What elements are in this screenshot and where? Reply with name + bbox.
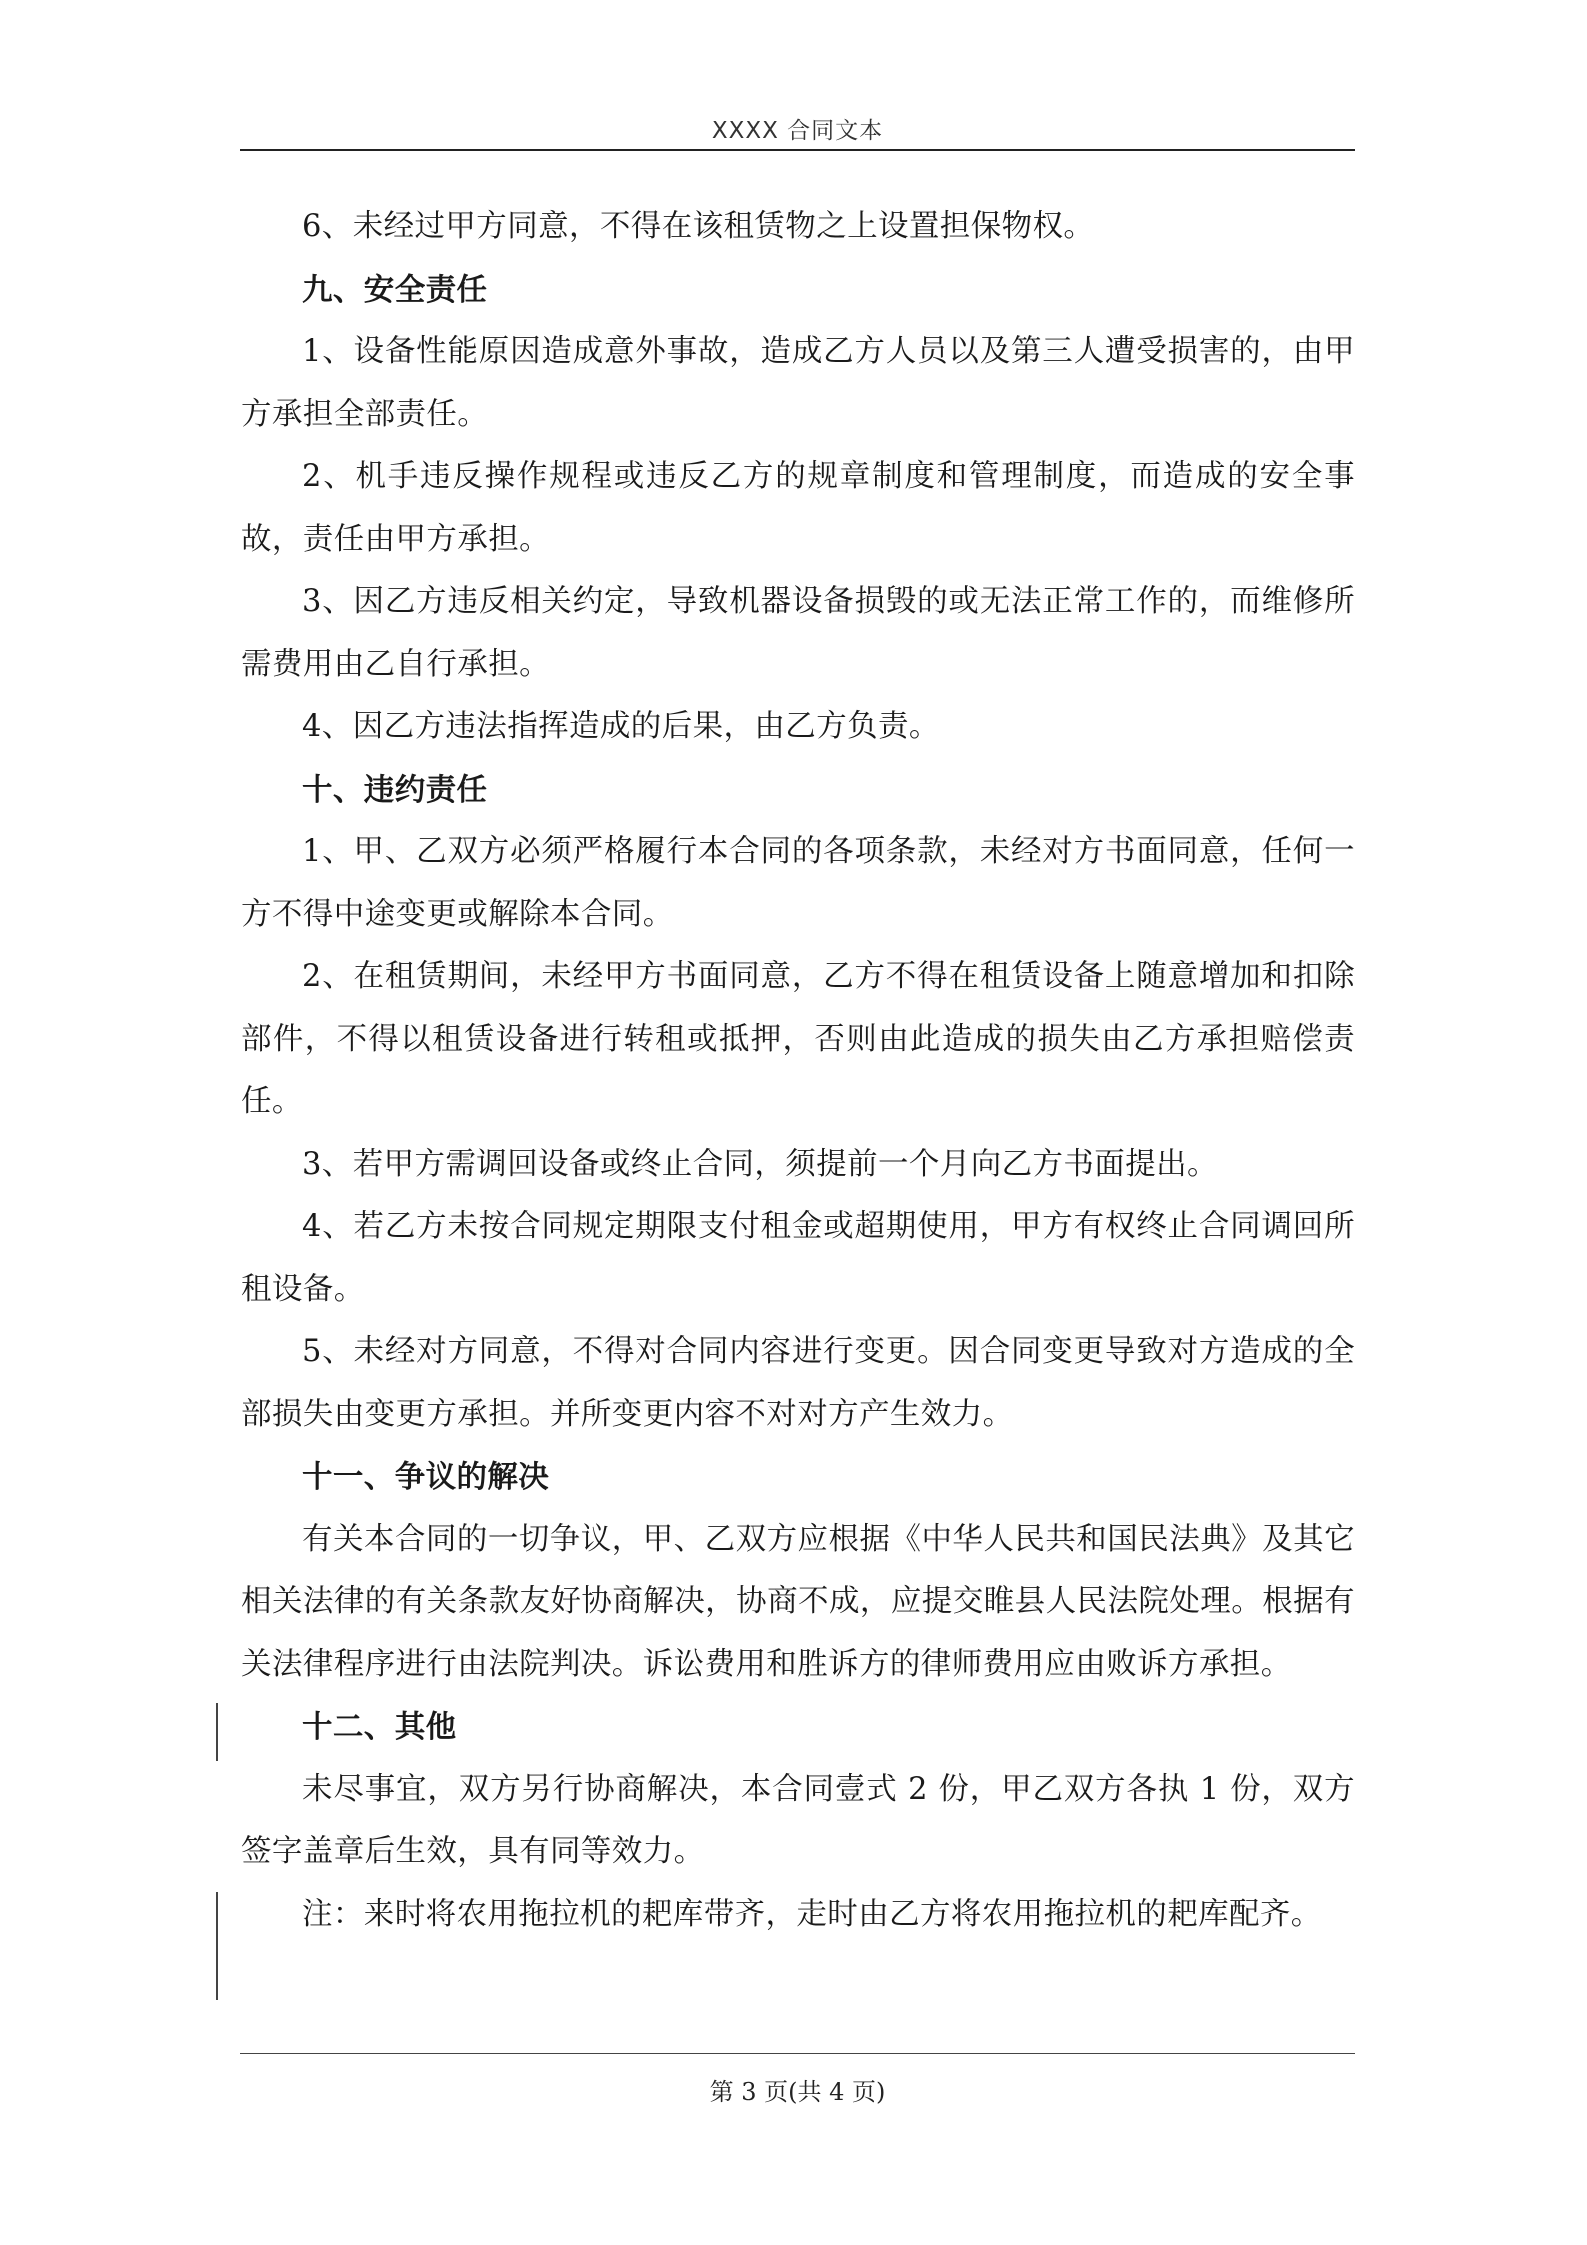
clause-10-2: 2、在租赁期间，未经甲方书面同意，乙方不得在租赁设备上随意增加和扣除部件，不得以租赁设备进行转租或抵押，否则由此造成的损失由乙方承担赔偿责任。 <box>241 959 1355 1119</box>
clause-8-6: 6、未经过甲方同意，不得在该租赁物之上设置担保物权。 <box>302 209 1095 244</box>
clause-9-1: 1、设备性能原因造成意外事故，造成乙方人员以及第三人遭受损害的，由甲方承担全部责任。 <box>241 334 1355 432</box>
section-heading-disputes: 十一、争议的解决 <box>302 1459 550 1495</box>
clause-11-body: 有关本合同的一切争议，甲、乙双方应根据《中华人民共和国民法典》及其它相关法律的有关条款友好协商解决，协商不成，应提交睢县人民法院处理。根据有关法律程序进行由法院判决。诉讼费用和胜诉方的律师费用应由败诉方承担。 <box>241 1521 1355 1682</box>
clause-10-1: 1、甲、乙双方必须严格履行本合同的各项条款，未经对方书面同意，任何一方不得中途变更或解除本合同。 <box>241 834 1355 932</box>
clause-12-body: 未尽事宜，双方另行协商解决，本合同壹式 2 份，甲乙双方各执 1 份，双方签字盖章后生效，具有同等效力。 <box>241 1771 1355 1869</box>
document-body <box>241 196 1355 1946</box>
clause-10-5: 5、未经对方同意，不得对合同内容进行变更。因合同变更导致对方造成的全部损失由变更方承担。并所变更内容不对对方产生效力。 <box>241 1334 1355 1432</box>
clause-10-3: 3、若甲方需调回设备或终止合同，须提前一个月向乙方书面提出。 <box>302 1146 1218 1182</box>
revision-bar-note <box>216 1892 218 2000</box>
header-divider <box>240 149 1355 151</box>
section-heading-other: 十二、其他 <box>302 1709 457 1745</box>
footer-divider <box>240 2053 1355 2054</box>
clause-9-3: 3、因乙方违反相关约定，导致机器设备损毁的或无法正常工作的，而维修所需费用由乙自行承担。 <box>241 584 1355 682</box>
page-header-title: XXXX 合同文本 <box>711 118 884 144</box>
revision-bar-heading-12 <box>216 1703 218 1761</box>
section-heading-safety: 九、安全责任 <box>302 271 488 308</box>
section-heading-breach: 十、违约责任 <box>302 771 488 808</box>
note-paragraph: 注：来时将农用拖拉机的耙库带齐，走时由乙方将农用拖拉机的耙库配齐。 <box>302 1896 1322 1932</box>
clause-10-4: 4、若乙方未按合同规定期限支付租金或超期使用，甲方有权终止合同调回所租设备。 <box>241 1209 1355 1307</box>
page-number: 第 3 页(共 4 页) <box>709 2078 886 2106</box>
clause-9-2: 2、机手违反操作规程或违反乙方的规章制度和管理制度，而造成的安全事故，责任由甲方承担。 <box>241 459 1355 557</box>
clause-9-4: 4、因乙方违法指挥造成的后果，由乙方负责。 <box>302 709 940 744</box>
